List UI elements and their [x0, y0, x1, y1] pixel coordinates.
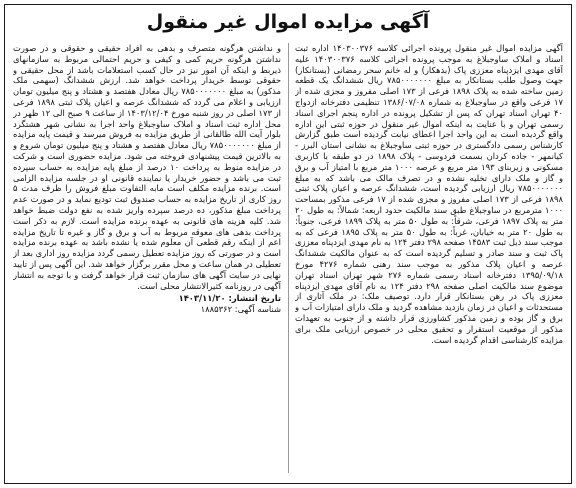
column-divider	[288, 43, 289, 473]
left-column-text: و نداشتن هرگونه متصرف و بدهی به افراد حقیقی و حقوقی و در صورت نداشتن هرگونه حریم کمی و کیفی و حریم احتمالی مربوط به سازمانهای ذیربط و اینکه آن امور نیز در حال کسب استعلامات باشد از محل حقیقی و حقوقی توسط خریدار پرداخت خواهد شد. ارزش ششدانگ (سهمی ملک مذکور) به مبلغ ۷۸۵۰۰۰۰۰۰۰ ریال معادل هفتصد و هشتاد و پنج میلیون تومان ارزیابی و اعلام می گردد که ششدانگ عرصه و اعیان پلاک ثبتی ۱۸۹۸ فرعی از ۱۷۳ اصلی در روز شنبه مورخ ۱۴۰۳/۱۲/۰۴ از ساعت ۹ صبح الی ۱۲ ظهر در محل اداره ثبت اسناد و املاک ساوجبلاغ واحد اجرا به نشانی شهر هشتگرد بلوار آیت الله طالقانی از طریق مزایده به فروش میرسد و قیمت پایه مزایده از مبلغ ۷۸۵۰۰۰۰۰۰۰ ریال معادل هفتصد و هشتاد و پنج میلیون تومان شروع و به بالاترین قیمت پیشنهادی فروخته می شود. مزایده حضوری است و شرکت در مزایده منوط به پرداخت ۱۰ درصد از مبلغ پایه مزایده به حساب سپرده ثبت می باشد و حضور خریدار یا نماینده قانونی او در جلسه مزایده الزامی است. برنده مزایده مکلف است مابه التفاوت مبلغ فروش را ظرف مدت ۵ روز کاری از تاریخ مزایده به حساب صندوق ثبت تودیع نماید و در صورت عدم پرداخت مبلغ مذکور، ده درصد سپرده واریز شده به نفع دولت ضبط خواهد شد. کلیه هزینه های قانونی به عهده برنده مزایده است. لازم به ذکر است پرداخت بدهی های معوقه مربوط به آب و برق و گاز و غیره تا تاریخ مزایده اعم از اینکه رقم قطعی آن معلوم شده یا نشده باشد به عهده برنده مزایده است و در صورتی که روز مزایده تعطیل رسمی گردد مزایده روز اداری بعد از تعطیلی در همان ساعت و محل مقرر برگزار خواهد شد. این آگهی پس از تایید نهایی در سایت آگهی های سازمان ثبت قرار خواهد گرفت و با توجه به انتشار آگهی در روزنامه کثیرالانتشار محلی است.	[13, 43, 281, 291]
notice-header	[5, 5, 571, 39]
notice-title: آگهی مزایده اموال غیر منقول	[146, 11, 430, 33]
notice-id: شناسه آگهی: ۱۸۸۵۳۶۲	[200, 304, 281, 315]
auction-notice	[4, 4, 572, 484]
publish-date: تاریخ انتشار: ۱۴۰۳/۱۱/۲۰	[178, 293, 281, 304]
right-column	[295, 43, 563, 475]
right-column-text: آگهی مزایده اموال غیر منقول پرونده اجرائی کلاسه ۱۴۰۳۰۰۳۷۶ اداره ثبت اسناد و املاک ساوجبلاغ به موجب پرونده اجرائی کلاسه ۱۴۰۳۰۰۳۷۶ علیه آقای مهدی ایزدپناه معززی پاک (بدهکار) و له خانم سحر رمضانی (بستانکار) جهت وصول طلب بستانکار به مبلغ ۷۸۵۰۰۰۰۰۰۰ ریال ششدانگ یک قطعه زمین ساخته شده به پلاک ۱۸۹۸ فرعی از ۱۷۳ اصلی مفروز و مجزی شده از ۱۷ فرعی واقع در ساوجبلاغ به شماره ۱۳۸۶/۰۷/۰۸ تنظیمی دفترخانه ازدواج ۴۰ تهران اسناد تهران که پس از تشکیل پرونده در اداره پنجم اجرای اسناد رسمی تهران و با عنایت به اینکه اموال غیر منقول در حوزه ثبتی این اداره واقع گردیده است به این واحد اجرا اعطای نیابت گردیده است طبق گزارش کارشناس رسمی دادگستری در حوزه ثبتی ساوجبلاغ به نشانی استان البرز - کیانمهر - جاده کردان بسمت فردوسی - پلاک ۱۸۹۸ در دو طبقه با کاربری مسکونی و زیربنای ۱۹۳ متر مربع و عرصه ۱۰۰۰ متر مربع با امتیاز آب و برق و گاز و ملک دارای تخلیه نشده و در تصرف مالک می باشد که به مبلغ ۷۸۵۰۰۰۰۰۰۰ ریال ارزیابی گردیده است، ششدانگ عرصه و اعیان پلاک ثبتی ۱۸۹۸ فرعی از ۱۷۳ اصلی مفروز و مجزی شده از ۱۷ فرعی مذکور بمساحت ۱۰۰۰ مترمربع در ساوجبلاغ طبق سند مالکیت حدود اربعه: شمالاً: به طول ۲۰ متر به پلاک ۱۸۹۷ فرعی، شرقاً: به طول ۵۰ متر به پلاک ۱۸۹۹ فرعی، جنوباً: به طول ۲۰ متر به خیابان، غرباً: به طول ۵۰ متر به پلاک ۱۸۹۵ فرعی که به موجب سند ذیل ثبت ۱۴۵۸۳ صفحه ۲۹۸ دفتر ۱۲۴ به نام مهدی ایزدپناه معززی پاک ثبت و سند صادر و تسلیم گردیده است که به عنوان مالکیت ششدانگ عرصه و اعیان پلاک مذکور به موجب سند رهنی شماره ۴۲۷۶ مورخ ۱۳۹۵/۰۹/۱۸ دفترخانه اسناد رسمی شماره ۲۷۶ شهر تهران اسناد تهران موضوع سند مالکیت اصلی صفحه ۲۹۸ دفتر ۱۲۴ به نام آقای مهدی ایزدپناه معززی پاک در رهن بستانکار قرار دارد. توصیف ملک: در ملک آثاری از مستحدثات و اعیان در زمان بازدید مشاهده گردید و ملک دارای امتیازات آب و برق و گاز بوده و زمین مذکور کشاورزی قرار داشته و از جنوب به تعهدات مذکور از موقعیت استقرار و تحقیق محلی در خصوص ارزیابی ملک برای مزایده کارشناسی اقدام گردیده است.	[295, 43, 563, 345]
left-column	[13, 43, 281, 475]
